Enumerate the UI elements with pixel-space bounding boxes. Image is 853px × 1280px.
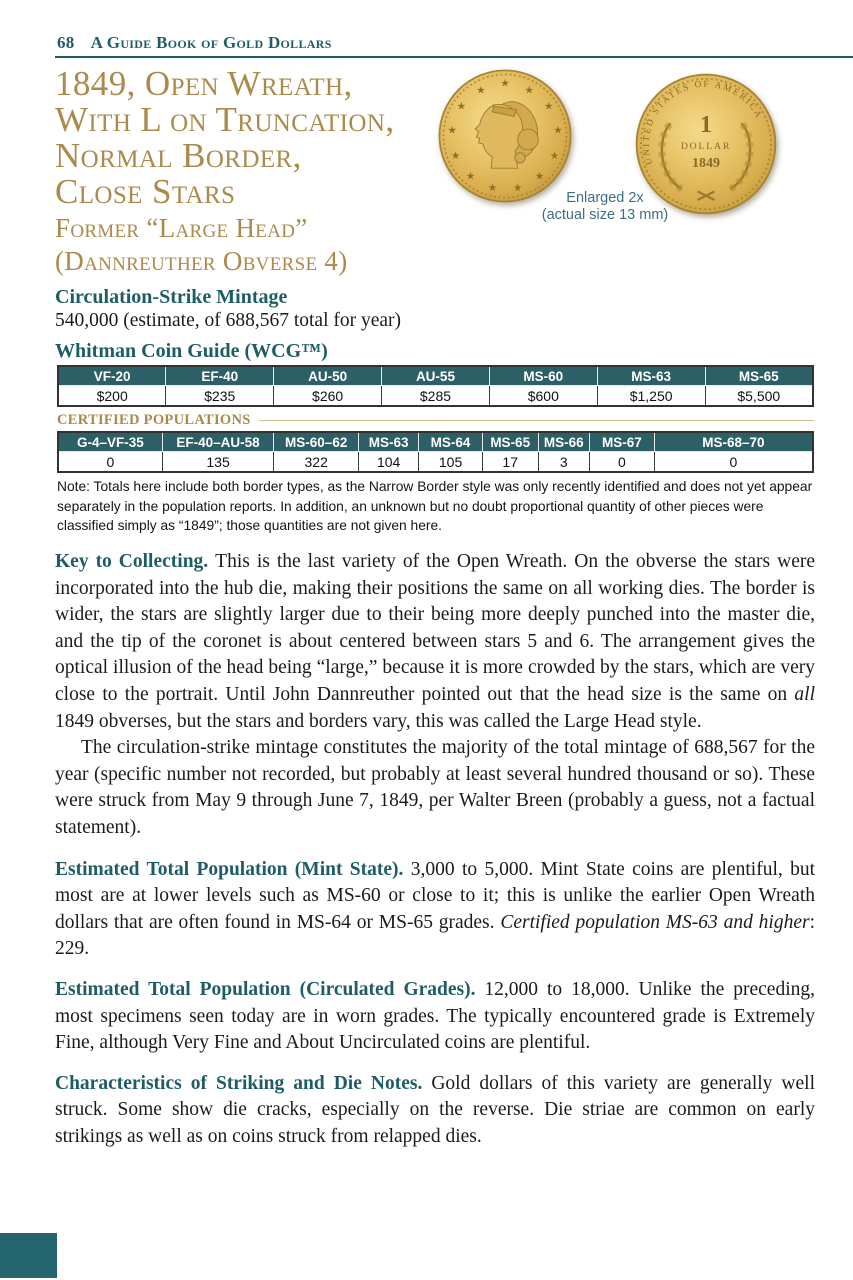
wcg-col: MS-63 (597, 366, 705, 386)
wcg-heading: Whitman Coin Guide (WCG™) (55, 340, 328, 362)
paragraph-text: : 229. (55, 911, 815, 960)
subtitle-line: Former “Large Head” (55, 213, 308, 243)
cert-pop: 135 (162, 452, 274, 473)
wcg-header-row (58, 366, 813, 386)
svg-text:★: ★ (549, 151, 560, 162)
wcg-col: VF-20 (58, 366, 166, 386)
wcg-price: $5,500 (705, 386, 813, 407)
title-line: 1849, Open Wreath, (55, 64, 353, 103)
title-line: Close Stars (55, 172, 236, 211)
circulated-grades-paragraph (55, 977, 815, 1057)
cert-col: MS-60–62 (274, 432, 359, 452)
section-lead: Key to Collecting. (55, 551, 216, 572)
svg-text:★: ★ (476, 85, 486, 97)
cert-col: MS-64 (419, 432, 482, 452)
cert-col: EF-40–AU-58 (162, 432, 274, 452)
wcg-col: MS-60 (489, 366, 597, 386)
key-to-collecting-paragraph (55, 549, 815, 735)
caption-line: (actual size 13 mm) (541, 207, 669, 223)
mintage-heading: Circulation-Strike Mintage (55, 286, 288, 308)
cert-pop: 3 (538, 452, 589, 473)
svg-text:★: ★ (513, 183, 523, 195)
wcg-price: $200 (58, 386, 166, 407)
svg-text:★: ★ (534, 171, 545, 183)
svg-text:DOLLAR: DOLLAR (680, 140, 732, 152)
svg-text:★: ★ (447, 125, 457, 137)
cert-header-row (58, 432, 813, 452)
cert-pop: 104 (358, 452, 418, 473)
cert-pop: 105 (419, 452, 482, 473)
svg-text:★: ★ (500, 78, 510, 90)
wcg-col: EF-40 (166, 366, 274, 386)
wcg-price: $235 (166, 386, 274, 407)
cert-col: MS-65 (482, 432, 538, 452)
striking-die-notes-paragraph (55, 1071, 815, 1151)
mintage-discussion-paragraph (55, 735, 815, 841)
caption-line: Enlarged 2x (566, 190, 644, 206)
svg-text:★: ★ (524, 85, 534, 97)
paragraph-text: Gold dollars of this variety are generally well struck. Some show die cracks, especially on the reverse. Die striae are common on early strikings as well as on coins struck from relapped dies. (55, 1072, 815, 1147)
paragraph-text: 1849 obverses, but the stars and borders vary, this was called the Large Head style. (55, 710, 702, 732)
cert-col: MS-66 (538, 432, 589, 452)
paragraph-text: 12,000 to 18,000. Unlike the preceding, most specimens seen today are in worn grades. The typically encountered grade is Extremely Fine, although Very Fine and About Uncirculated coins are plentiful. (55, 978, 815, 1054)
wcg-price-table (57, 365, 814, 407)
table-note: Note: Totals here include both border types, as the Narrow Border style was only recently identified and does not yet appear separately in the population reports. In addition, an unknown but no doubt proportional quantity of other pieces were classified simply as “1849”; those quantities are not given here. (57, 479, 813, 533)
wcg-price: $260 (274, 386, 382, 407)
section-lead: Estimated Total Population (Circulated Grades). (55, 978, 485, 1000)
cert-pop: 0 (58, 452, 162, 473)
page-corner-tab (0, 1233, 57, 1278)
running-head (57, 33, 332, 53)
cert-col: MS-67 (589, 432, 654, 452)
cert-col: MS-63 (358, 432, 418, 452)
paragraph-text: The circulation-strike mintage constitutes the majority of the total mintage of 688,567 for the year (specific number not recorded, but probably at least several hundred thousand or so). These were struck from May 9 through June 7, 1849, per Walter Breen (probably a guess, not a factual statement). (55, 737, 815, 838)
section-lead: Estimated Total Population (Mint State). (55, 858, 411, 880)
cert-pop: 322 (274, 452, 359, 473)
subtitle-line: (Dannreuther Obverse 4) (55, 246, 348, 276)
cert-pop: 17 (482, 452, 538, 473)
svg-text:★: ★ (450, 151, 461, 162)
reverse-legend: UNITED STATES OF AMERICA (640, 78, 765, 167)
certified-populations-table (57, 431, 814, 473)
title-line: With L on Truncation, (55, 100, 395, 139)
svg-text:1849: 1849 (692, 156, 720, 172)
coin-caption (515, 190, 695, 224)
certified-populations-label: CERTIFIED POPULATIONS (57, 412, 251, 428)
svg-text:★: ★ (465, 171, 476, 183)
wcg-col: AU-55 (382, 366, 490, 386)
wcg-price: $285 (382, 386, 490, 407)
book-title: A Guide Book of Gold Dollars (90, 33, 332, 52)
svg-text:★: ★ (553, 125, 563, 137)
section-lead: Characteristics of Striking and Die Notes. (55, 1072, 432, 1094)
cert-pop: 0 (654, 452, 813, 473)
svg-text:★: ★ (487, 183, 497, 195)
title-line: Normal Border, (55, 136, 302, 175)
header-rule (55, 56, 853, 58)
mint-state-paragraph (55, 857, 815, 963)
italic-text: all (794, 683, 815, 705)
variety-subtitle (55, 212, 475, 278)
wcg-col: AU-50 (274, 366, 382, 386)
page-number: 68 (57, 33, 75, 52)
cert-value-row (58, 452, 813, 473)
wcg-col: MS-65 (705, 366, 813, 386)
mintage-value: 540,000 (estimate, of 688,567 total for year) (55, 310, 402, 331)
svg-text:★: ★ (456, 101, 466, 113)
wcg-value-row (58, 386, 813, 407)
coin-obverse-image (436, 64, 574, 208)
svg-text:1: 1 (699, 110, 713, 138)
cert-col: G-4–VF-35 (58, 432, 162, 452)
italic-text: Certified population MS-63 and higher (500, 911, 810, 933)
cert-pop: 0 (589, 452, 654, 473)
svg-text:★: ★ (544, 101, 554, 113)
paragraph-text: 3,000 to 5,000. Mint State coins are plentiful, but most are at lower levels such as MS-60 or close to it; this is unlike the earlier Open Wreath dollars that are often found in MS-64 or MS-65 grades. (55, 858, 815, 933)
paragraph-text: This is the last variety of the Open Wreath. On the obverse the stars were incorporated into the hub die, making their positions the same on all working dies. The border is wider, the stars are slightly larger due to their being more deeply punched into the master die, and the tip of the coronet is about centered between stars 5 and 6. The arrangement gives the optical illusion of the head being “large,” because it is more crowded by the stars, which are very close to the portrait. Until John Dannreuther pointed out that the head size is the same on (55, 551, 815, 705)
cert-col: MS-68–70 (654, 432, 813, 452)
variety-title (55, 66, 475, 210)
body-copy (55, 549, 815, 1164)
certified-populations-label-row (57, 412, 814, 429)
wcg-price: $600 (489, 386, 597, 407)
gold-rule (259, 420, 814, 421)
wcg-price: $1,250 (597, 386, 705, 407)
